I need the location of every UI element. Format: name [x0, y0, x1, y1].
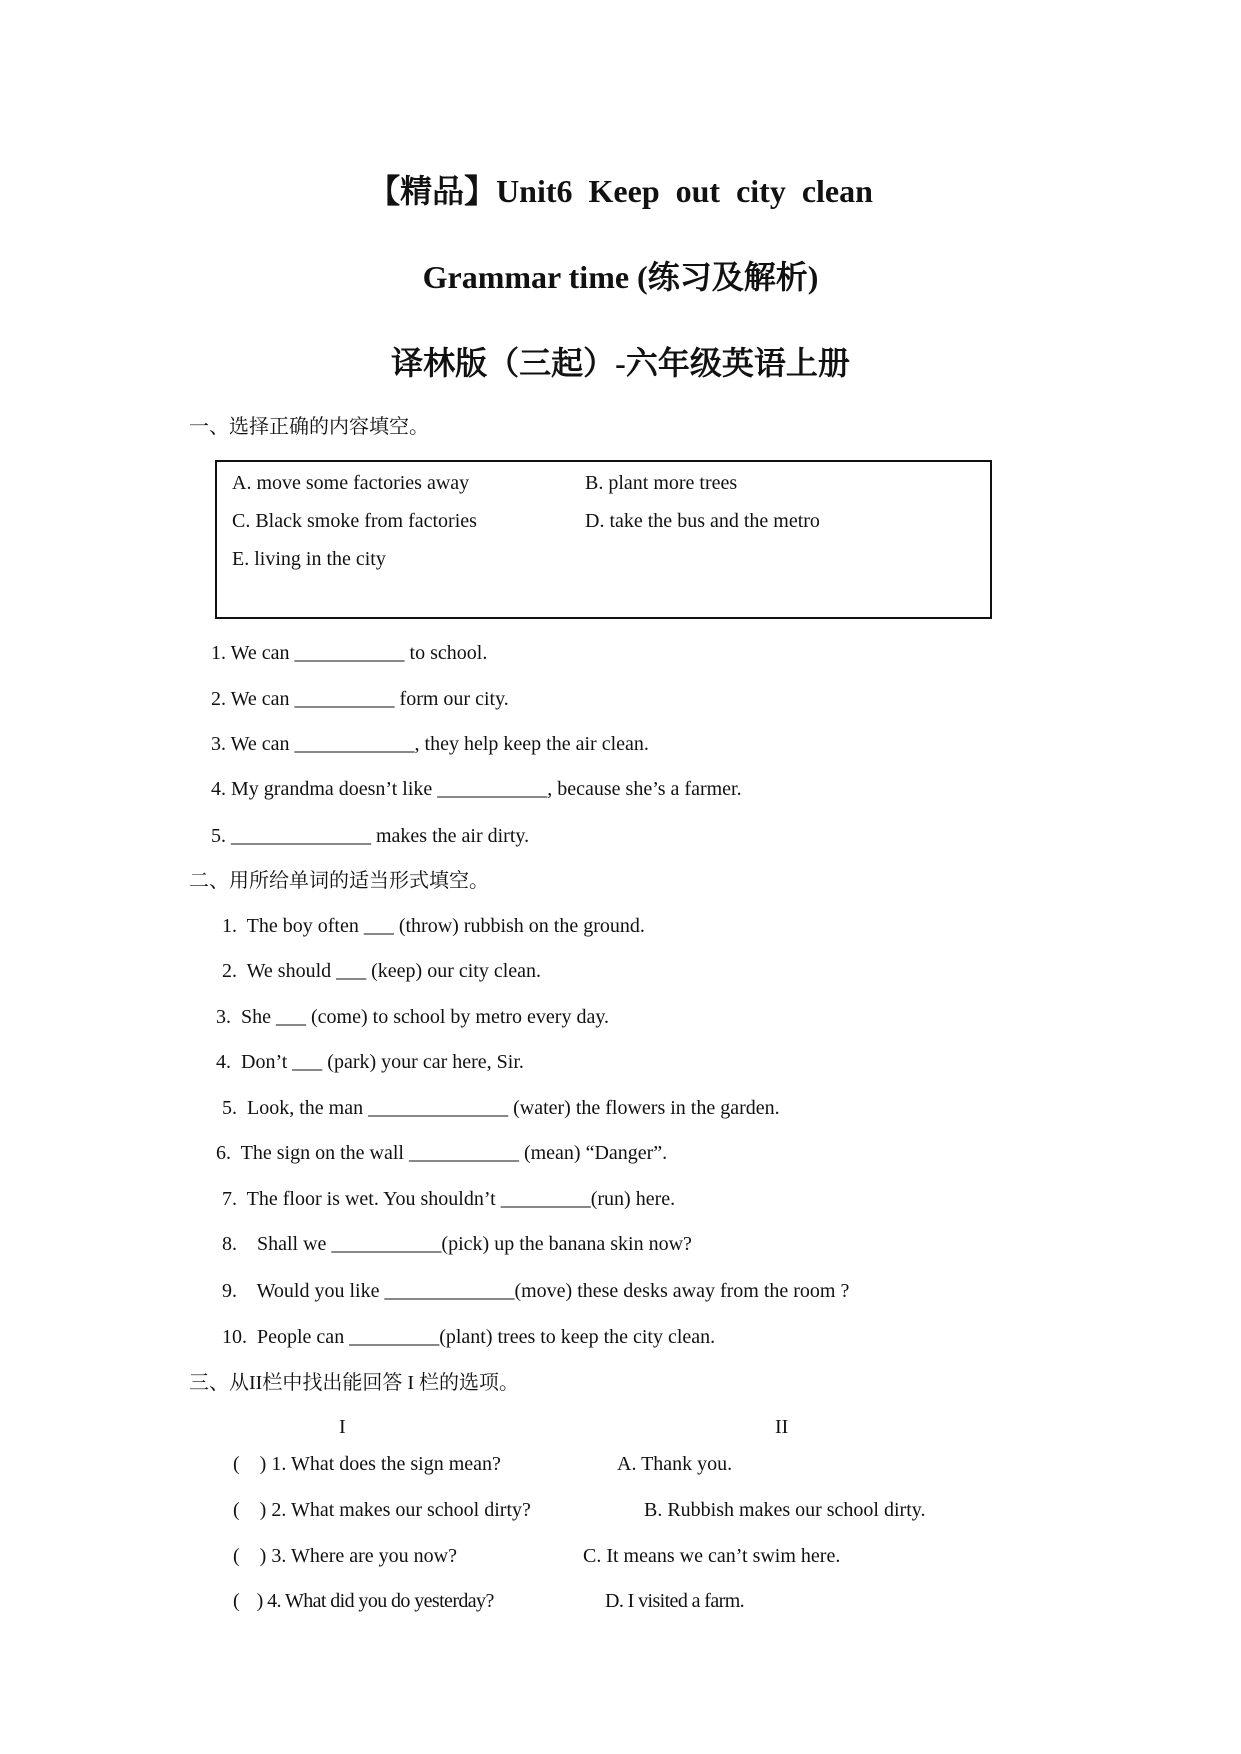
- answer: D. I visited a farm.: [605, 1590, 745, 1612]
- question: ( ) 1. What does the sign mean?: [233, 1453, 501, 1475]
- s2-item: 9. Would you like _____________(move) these desks away from the room ?: [222, 1280, 850, 1302]
- s2-item: 7. The floor is wet. You shouldn’t _________(run) here.: [222, 1188, 676, 1210]
- s2-item: 5. Look, the man ______________ (water) the flowers in the garden.: [222, 1097, 780, 1119]
- s2-item: 4. Don’t ___ (park) your car here, Sir.: [216, 1051, 524, 1073]
- answer: A. Thank you.: [617, 1453, 733, 1475]
- s1-item: 1. We can ___________ to school.: [211, 642, 488, 664]
- s2-item: 2. We should ___ (keep) our city clean.: [222, 960, 542, 982]
- option-e: E. living in the city: [232, 548, 386, 570]
- doc-title: 【精品】Unit6 Keep out city clean: [368, 173, 873, 209]
- s1-item: 2. We can __________ form our city.: [211, 688, 509, 710]
- s1-item: 4. My grandma doesn’t like ___________, because she’s a farmer.: [211, 778, 742, 800]
- option-a: A. move some factories away: [232, 472, 470, 494]
- s2-item: 8. Shall we ___________(pick) up the banana skin now?: [222, 1233, 692, 1255]
- s2-item: 6. The sign on the wall ___________ (mean) “Danger”.: [216, 1142, 668, 1164]
- section1-heading: 一、选择正确的内容填空。: [189, 416, 429, 438]
- section3-heading: 三、从II栏中找出能回答 I 栏的选项。: [189, 1372, 519, 1394]
- doc-edition: 译林版（三起）-六年级英语上册: [391, 345, 850, 381]
- s1-item: 5. ______________ makes the air dirty.: [211, 825, 530, 847]
- s2-item: 3. She ___ (come) to school by metro every day.: [216, 1006, 610, 1028]
- answer: B. Rubbish makes our school dirty.: [644, 1499, 926, 1521]
- column-i-label: I: [339, 1416, 346, 1438]
- option-b: B. plant more trees: [585, 472, 738, 494]
- section2-heading: 二、用所给单词的适当形式填空。: [189, 870, 489, 892]
- s2-item: 10. People can _________(plant) trees to keep the city clean.: [222, 1326, 716, 1348]
- s1-item: 3. We can ____________, they help keep the air clean.: [211, 733, 649, 755]
- s2-item: 1. The boy often ___ (throw) rubbish on the ground.: [222, 915, 645, 937]
- doc-subtitle: Grammar time (练习及解析): [422, 259, 819, 295]
- question: ( ) 4. What did you do yesterday?: [233, 1590, 494, 1612]
- question: ( ) 3. Where are you now?: [233, 1545, 457, 1567]
- option-d: D. take the bus and the metro: [585, 510, 820, 532]
- column-ii-label: II: [775, 1416, 789, 1438]
- question: ( ) 2. What makes our school dirty?: [233, 1499, 531, 1521]
- option-c: C. Black smoke from factories: [232, 510, 477, 532]
- answer: C. It means we can’t swim here.: [583, 1545, 841, 1567]
